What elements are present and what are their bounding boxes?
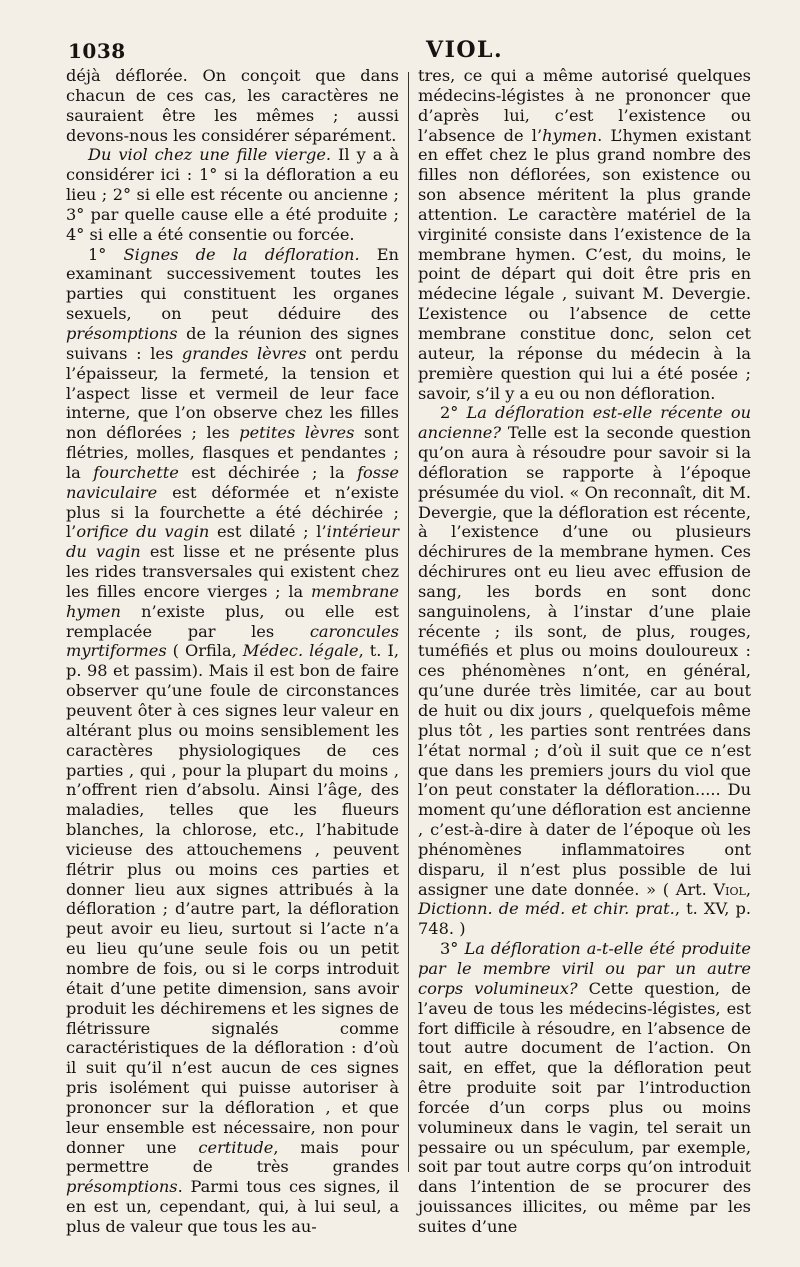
italic-term: petites lèvres	[239, 423, 355, 443]
right-column	[418, 66, 751, 1237]
italic-term: présomptions	[66, 1177, 178, 1197]
text-run: Il y a à considérer ici : 1° si la défloration a eu lieu ; 2° si elle est récente ou ancienne ; 3° par quelle cause elle a été produite ; 4° si elle a été consentie ou forcée.	[66, 145, 399, 244]
italic-term: fourchette	[93, 462, 179, 482]
italic-term: caroncules myrtiformes	[66, 621, 399, 661]
text-run: En examinant successivement toutes les parties qui constituent les organes sexuels, on peut déduire des	[66, 244, 399, 324]
italic-term: intérieur du vagin	[66, 522, 399, 562]
paragraph-hymen	[418, 66, 751, 403]
italic-term: membrane hymen	[66, 581, 399, 621]
text-run: sont flétries, molles, flasques et pendantes ; la	[66, 423, 399, 482]
text-run: 1°	[88, 244, 124, 264]
text-run: déjà déflorée. On conçoit que dans chacun de ces cas, les caractères ne sauraient être les mêmes ; aussi devons-nous les considérer séparément.	[66, 66, 399, 145]
text-run: . L’hymen existant en effet chez le plus grand nombre des filles non déflorées, son existence ou son absence méritent la plus grande attention. Le caractère matériel de la virginité consiste dans l’existence de la membrane hymen. C’est, du moins, le point de départ qui doit être pris en médecine légale , suivant M. Devergie. L’existence ou l’absence de cette membrane constitue donc, selon cet auteur, la réponse du médecin à la première question qui lui a été posée ; savoir, s’il y a eu ou non défloration.	[418, 125, 751, 403]
text-run: est déchirée ; la	[178, 462, 358, 482]
section-heading: Du viol chez une fille vierge.	[88, 145, 332, 165]
page-header	[46, 36, 776, 70]
italic-term: orifice du vagin	[76, 522, 210, 542]
citation-title: Médec. légale	[242, 641, 359, 661]
section-heading: La défloration a-t-elle été produite par le membre viril ou par un autre corps volumineux?	[418, 939, 751, 998]
section-heading: La défloration est-elle récente ou ancienne?	[418, 403, 751, 443]
citation-title: Dictionn. de méd. et chir. prat.	[418, 899, 675, 919]
italic-term: grandes lèvres	[181, 343, 307, 363]
text-run: . Parmi tous ces signes, il en est un, cependant, qui, à lui seul, a plus de valeur que tous les au-	[66, 1177, 399, 1236]
text-run: 2°	[440, 403, 467, 423]
text-run: ont perdu l’épaisseur, la fermeté, la tension et l’aspect lisse et vermeil de leur face interne, que l’on observe chez les filles non déflorées ; les	[66, 343, 399, 443]
italic-term: fosse naviculaire	[66, 462, 399, 502]
paragraph-viol-fille-vierge	[66, 145, 399, 244]
paragraph-signes-defloration	[66, 245, 399, 1237]
text-run: , t. I, p. 98 et passim). Mais il est bon de faire observer qu’une foule de circonstances peuvent ôter à ces signes leur valeur en altérant plus ou moins sensiblement les caractères physiologiques de ces parties , qui , pour la plupart du moins , n’offrent rien d’absolu. Ainsi l’âge, des maladies, telles que les flueurs blanches, la chlorose, etc., l’habitude vicieuse des attouchemens , peuvent flétrir plus ou moins ces parties et donner lieu aux signes attribués à la défloration ; d’autre part, la défloration peut avoir eu lieu, surtout si l’acte n’a eu lieu qu’une seule fois ou un petit nombre de fois, ou si le corps introduit était d’une petite dimension, sans avoir produit les déchiremens et les signes de flétrissure signalés comme caractéristiques de la défloration : d’où il suit qu’il n’est aucun de ces signes pris isolément qui puisse autoriser à prononcer sur la défloration , et que leur ensemble est nécessaire, non pour donner une	[66, 641, 399, 1157]
text-run: , mais pour permettre de très grandes	[66, 1137, 399, 1177]
section-heading: Signes de la défloration.	[123, 244, 360, 264]
column-divider	[408, 72, 409, 1172]
text-run: ,	[745, 879, 751, 899]
running-head: VIOL.	[426, 37, 504, 63]
italic-term: certitude	[198, 1137, 274, 1157]
text-run: de la réunion des signes suivans : les	[66, 323, 399, 363]
left-column	[66, 66, 399, 1237]
text-run: est lisse et ne présente plus les rides transversales qui existent chez les filles encore vierges ; la	[66, 542, 399, 601]
text-run: , t. XV, p. 748. )	[418, 899, 751, 939]
text-run: est déformée et n’existe plus si la fourchette a été déchirée ; l’	[66, 482, 399, 542]
paragraph-defloration-recente	[418, 403, 751, 939]
italic-term: présomptions	[66, 323, 178, 343]
text-run: est dilaté ; l’	[209, 522, 327, 542]
text-run: ( Orfila,	[166, 641, 243, 661]
small-caps-term: Viol	[713, 879, 746, 899]
page-number: 1038	[68, 39, 126, 63]
text-run: tres, ce qui a même autorisé quelques médecins-légistes à ne prononcer que d’après lui, c’est l’existence ou l’absence de l’	[418, 66, 751, 145]
text-run: 3°	[440, 939, 465, 959]
paragraph-continuation	[66, 66, 399, 145]
text-run: n’existe plus, ou elle est remplacée par les	[66, 601, 399, 641]
italic-term: hymen	[542, 125, 598, 145]
text-run: Telle est la seconde question qu’on aura à résoudre pour savoir si la défloration se rapporte à l’époque présumée du viol. « On reconnaît, dit M. Devergie, que la défloration est récente, à l’existence d’une ou plusieurs déchirures de la membrane hymen. Ces déchirures ont eu lieu avec effusion de sang, les bords en sont donc sanguinolens, à l’instar d’une plaie récente ; ils sont, de plus, rouges, tuméfiés et plus ou moins douloureux : ces phénomènes n’ont, en général, qu’une durée très limitée, car au bout de huit ou dix jours , quelquefois même plus tôt , les parties sont rentrées dans l’état normal ; d’où il suit que ce n’est que dans les premiers jours du viol que l’on peut constater la défloration..... Du moment qu’une défloration est ancienne , c’est-à-dire à dater de l’époque où les phénomènes inflammatoires ont disparu, il n’est plus possible de lui assigner une date donnée. » ( Art.	[418, 423, 751, 899]
text-run: Cette question, de l’aveu de tous les médecins-légistes, est fort difficile à résoudre, en l’absence de tout autre document de l’action. On sait, en effet, que la défloration peut être produite soit par l’introduction forcée d’un corps plus ou moins volumineux dans le vagin, tel serait un pessaire ou un spéculum, par exemple, soit par tout autre corps qu’on introduit dans l’intention de se procurer des jouissances illicites, ou même par les suites d’une	[418, 978, 752, 1236]
paragraph-membre-viril	[418, 939, 751, 1237]
